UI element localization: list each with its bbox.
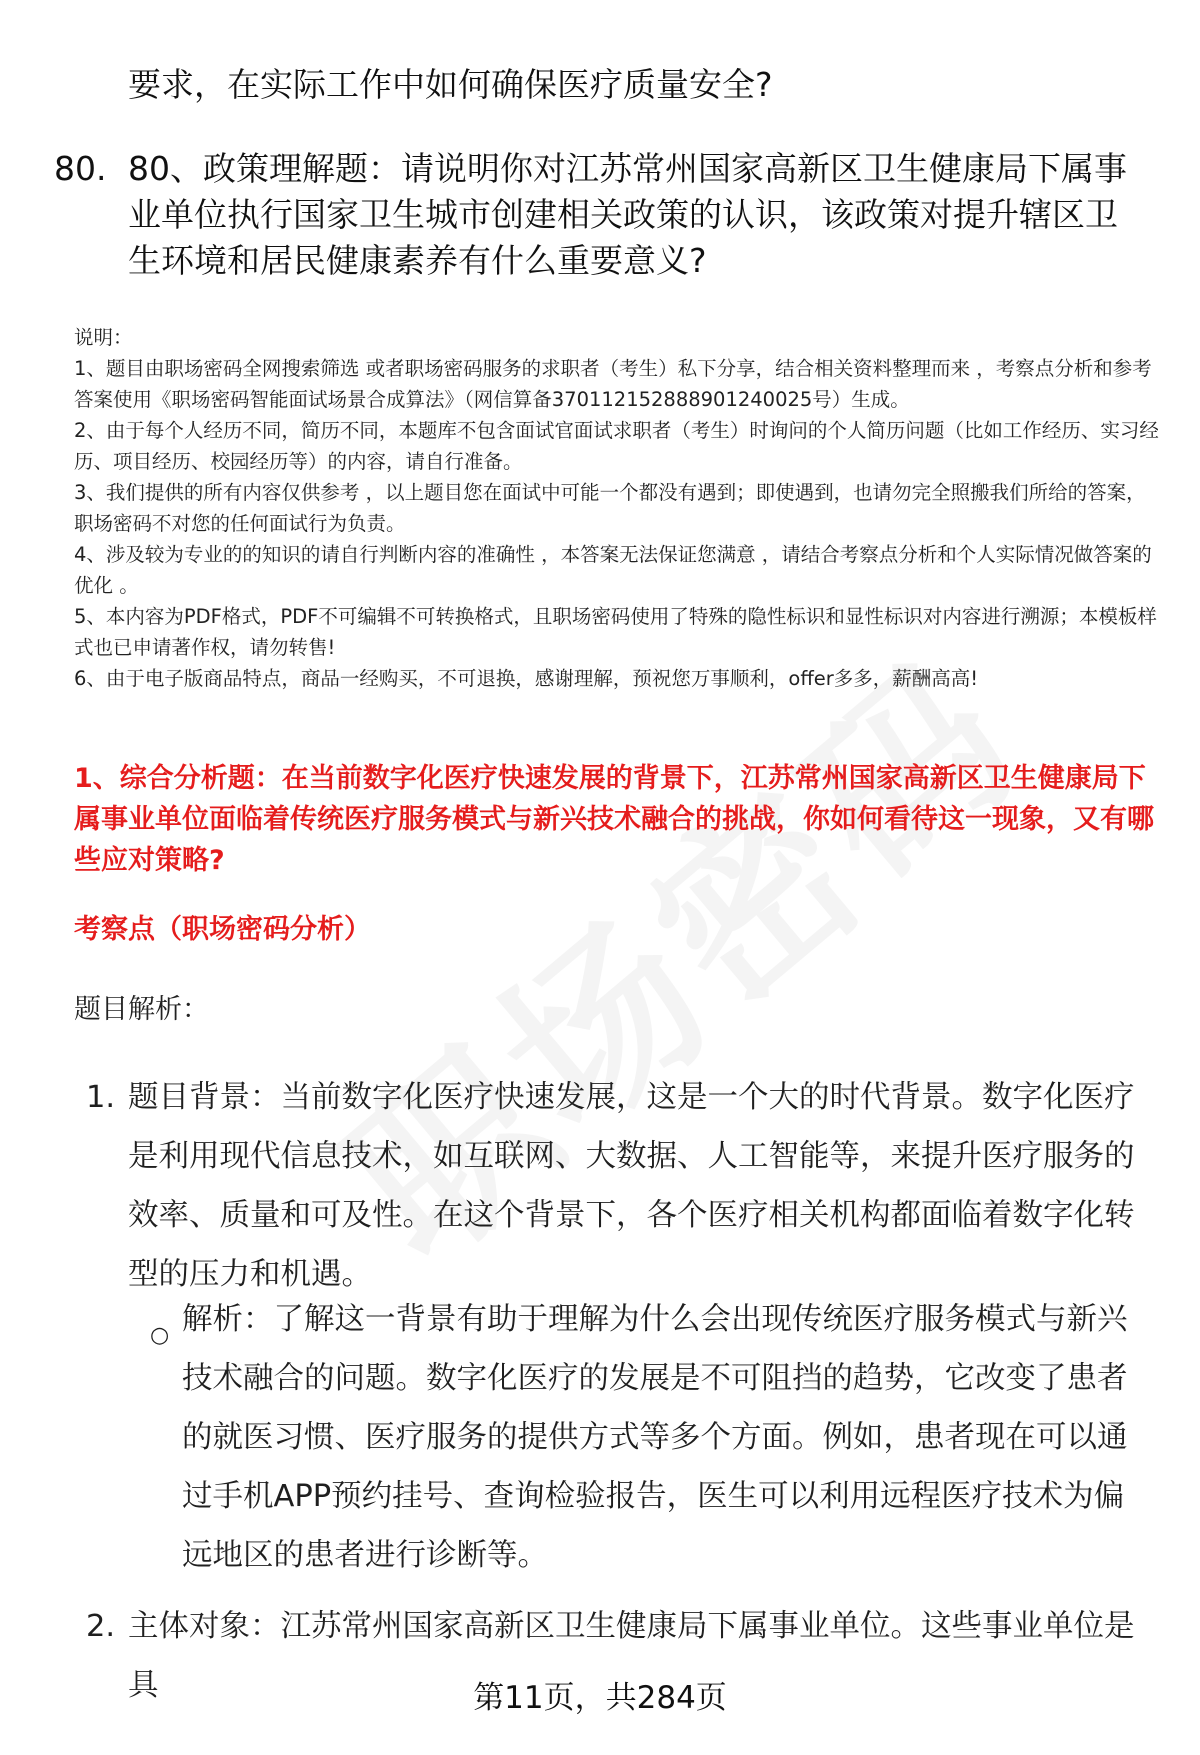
question-79-continuation: 要求，在实际工作中如何确保医疗质量安全? [128,65,773,104]
hollow-bullet-icon: ○ [150,1323,170,1348]
note-item: 1、题目由职场密码全网搜索筛选 或者职场密码服务的求职者（考生）私下分享，结合相关资料整理而来 ，考察点分析和参考答案使用《职场密码智能面试场景合成算法》（网信算备370112152888901240025号）生成。 [74,357,1152,411]
disclaimer-notes [74,322,1164,694]
note-item: 6、由于电子版商品特点，商品一经购买，不可退换，感谢理解，预祝您万事顺利，offer多多，薪酬高高! [74,667,979,690]
list-item-number: 1. [86,1080,116,1115]
note-heading: 说明： [74,326,133,349]
analysis-label: 题目解析： [74,994,209,1025]
question-1-title: 1、综合分析题：在当前数字化医疗快速发展的背景下，江苏常州国家高新区卫生健康局下属事业单位面临着传统医疗服务模式与新兴技术融合的挑战，你如何看待这一现象，又有哪些应对策略? [74,763,1154,876]
question-80-number: 80. [54,149,107,188]
note-item: 5、本内容为PDF格式，PDF不可编辑不可转换格式，且职场密码使用了特殊的隐性标识和显性标识对内容进行溯源；本模板样式也已申请著作权，请勿转售! [74,605,1157,659]
question-80-text: 80、政策理解题：请说明你对江苏常州国家高新区卫生健康局下属事业单位执行国家卫生城市创建相关政策的认识，该政策对提升辖区卫生环境和居民健康素养有什么重要意义? [128,149,1127,280]
list-item-text: 主体对象：江苏常州国家高新区卫生健康局下属事业单位。这些事业单位是具 [128,1609,1135,1703]
note-item: 3、我们提供的所有内容仅供参考 ，以上题目您在面试中可能一个都没有遇到；即使遇到，也请勿完全照搬我们所给的答案，职场密码不对您的任何面试行为负责。 [74,481,1146,535]
note-item: 4、涉及较为专业的的知识的请自行判断内容的准确性 ，本答案无法保证您满意 ，请结合考察点分析和个人实际情况做答案的优化 。 [74,543,1152,597]
list-item-text: 题目背景：当前数字化医疗快速发展，这是一个大的时代背景。数字化医疗是利用现代信息技术，如互联网、大数据、人工智能等，来提升医疗服务的效率、质量和可及性。在这个背景下，各个医疗相关机构都面临着数字化转型的压力和机遇。 [128,1080,1135,1292]
page-number-footer: 第11页，共284页 [473,1680,727,1716]
sub-bullet-text: 解析：了解这一背景有助于理解为什么会出现传统医疗服务模式与新兴技术融合的问题。数字化医疗的发展是不可阻挡的趋势，它改变了患者的就医习惯、医疗服务的提供方式等多个方面。例如，患者现在可以通过手机APP预约挂号、查询检验报告，医生可以利用远程医疗技术为偏远地区的患者进行诊断等。 [182,1302,1128,1573]
exam-point-heading: 考察点（职场密码分析） [74,914,371,945]
list-item-number: 2. [86,1609,116,1644]
note-item: 2、由于每个人经历不同，简历不同，本题库不包含面试官面试求职者（考生）时询问的个人简历问题（比如工作经历、实习经历、项目经历、校园经历等）的内容，请自行准备。 [74,419,1159,473]
